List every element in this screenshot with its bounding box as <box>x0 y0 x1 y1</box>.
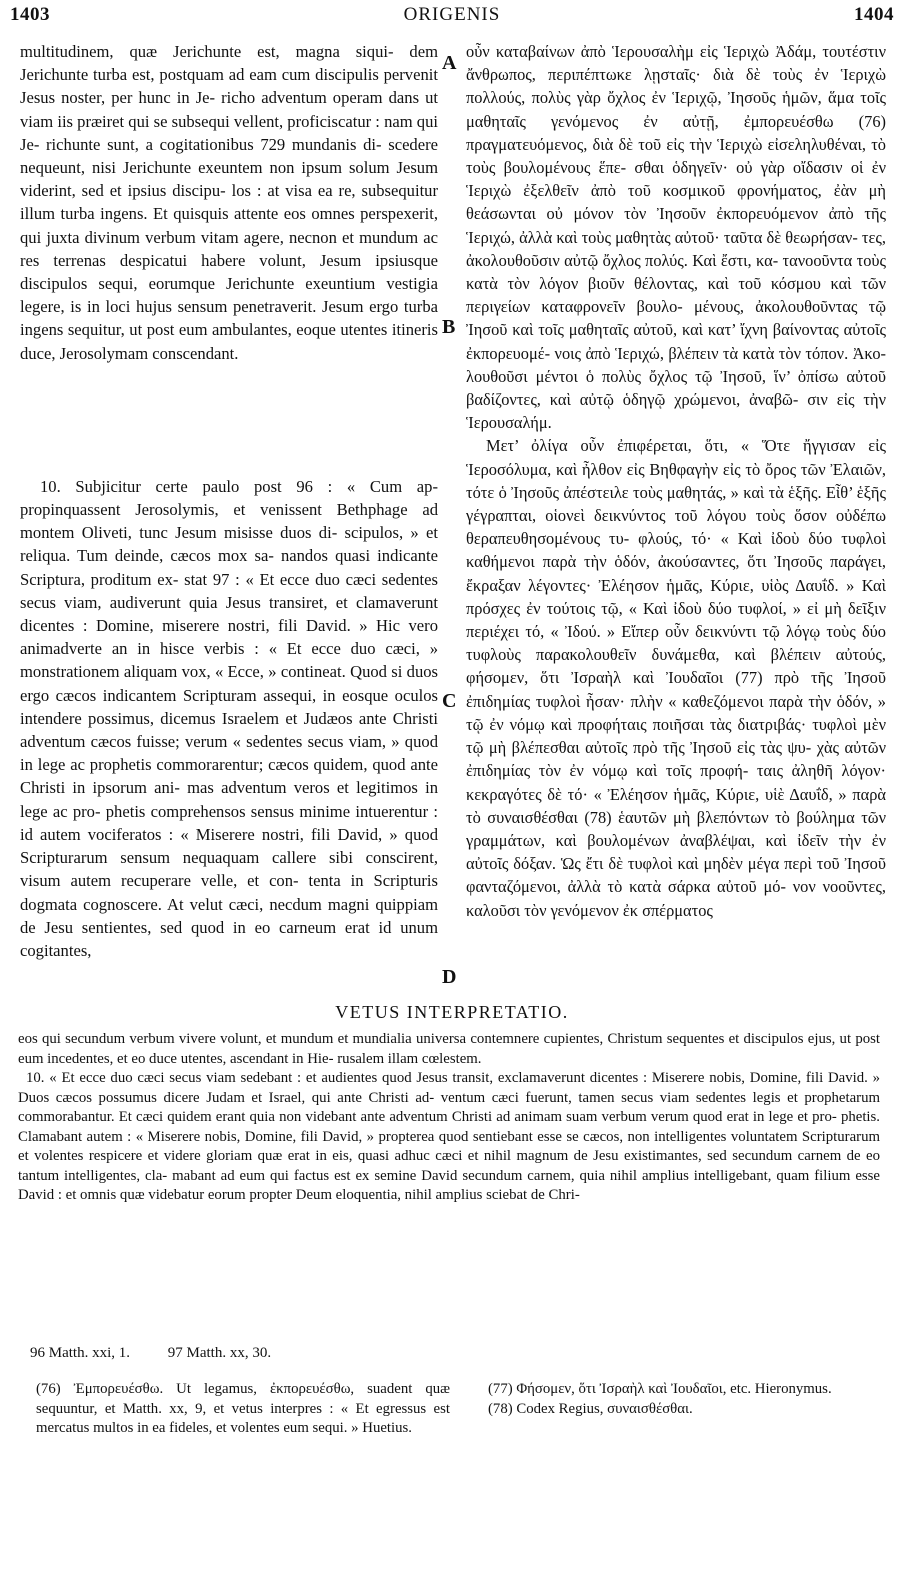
footnote-97: 97 Matth. xx, 30. <box>167 1345 272 1361</box>
scripture-footnotes <box>30 1345 305 1362</box>
greek-paragraph-1: οὖν καταβαίνων ἀπὸ Ἱερουσαλὴμ εἰς Ἱεριχὼ Ἀδάμ, τουτέστιν ἄνθρωπος, περιπέπτωκε λῃσταῖς· διὰ δὲ τοὺς ἐν Ἱεριχὼ πολλούς, πολὺς γὰρ ὄχλος ἐν Ἱεριχῷ, Ἰησοῦς ἡμῶν, ἅμα τοῖς μαθηταῖς γενόμενος ἐν αὐτῇ, ἐμπορευέσθω (76) πραγματευόμενος, διὰ δὲ τοῦ εἰς τὴν Ἱεριχὼ εἰσεληλυθέναι, τὸ τοὺς βουλομένους ἕπε- σθαι ὁδηγεῖν· οὐ γὰρ οἴδασιν οἱ ἐν Ἱεριχὼ ἐξελθεῖν ἀπὸ τοῦ κοσμικοῦ φρονήματος, ἐὰν μὴ θεάσωνται οὐ μόνον τὸν Ἰησοῦν ἐκπορευόμενον ἀπὸ τῆς Ἱεριχώ, ἀλλὰ καὶ τοὺς μαθητὰς αὐτοῦ· ταῦτα δὲ θεωρήσαν- τες, ἀκολουθοῦσιν αὐτῷ ὄχλος πολύς. Καὶ ἔστι, κα- τανοοῦντα τοὺς κατὰ τὸν λόγον βιοῦν θέλοντας, καὶ τοῦ κόσμου καὶ τῶν περιγείων καταφρονεῖν βουλο- μένους, ἀκολουθοῦντας τῷ Ἰησοῦ καὶ τοῖς μαθηταῖς αὐτοῦ, καὶ κατ’ ἴχνη βαίνοντας αὐτοῖς ἐκπορευομέ- νοις ἀπὸ Ἱεριχώ, βλέπειν τὰ κατὰ τὸν τόπον. Ἀκο- λουθοῦσι μέντοι ὁ πολὺς ὄχλος τῷ Ἰησοῦ, ἵν’ ὀπίσω αὐτοῦ βαδίζοντες, καὶ αὐτῷ ὁδηγῷ χρώμενοι, ἀναβῶ- σιν εἰς τὴν Ἱερουσαλήμ. <box>466 42 886 433</box>
latin-paragraph-2: 10. Subjicitur certe paulo post 96 : « Cum ap- propinquassent Jerosolymis, et venissent Bethphage ad montem Oliveti, tunc Jesum misisse duos di- scipulos, » et reliqua. Tum deinde, cæcos mox sa- nandos quasi indicante Scriptura, proditum ex- stat 97 : « Et ecce duo cæci sedentes secus viam, audiverunt quia Jesus transiret, et clamaverunt dicentes : Domine, miserere nostri, fili David. » Hic vero animadverte an in hisce verbis : « Et ecce duo cæci, » monstrationem aliquam vox, « Ecce, » contineat. Quod si duos ergo cæcos indicantem Scripturam assequi, in eosque oculos intendere possimus, dicemus Israelem et Judæos ante Christi adventum cæcos fuisse; verum « sedentes secus viam, » quod in lege ac prophetis commorarentur; cæcos quidem, quod ante Christi in ipsorum ani- mas adventum veros et legitimos in lege ac pro- phetis comprehensos sensus minime intuerentur : id autem vociferatos : « Miserere nostri, fili David, » quod Scripturarum sensum nequaquam callere sibi conscirent, visum autem recuperare velle, et con- tenta in Scripturis dogmata cognoscere. At velut cæci, necdum magni quippiam de Jesu sentientes, sed quod in eo carneum erat id unum cogitantes, <box>20 476 438 960</box>
running-title: ORIGENIS <box>403 4 501 25</box>
critical-notes-right <box>470 1380 884 1419</box>
vetus-paragraph-2: 10. « Et ecce duo cæci secus viam sedebant : et audientes quod Jesus transit, exclamaverunt dicentes : Miserere nobis, Domine, fili David. » Duos cæcos possumus dicere Judam et Israel, qui ante Christi ad- ventum cæci fuerunt, tamen secus viam sedentes legis et prophetarum commorabantur. Et cæci quidem erant quia non videbant ante adventum Christi ad animam suam verbum verum quod erat in lege et pro- phetis. Clamabant autem : « Miserere nobis, Domine, fili David, » propterea quod sentiebant esse se cæcos, non intelligentes voluntatem Scripturarum et volentes respicere et videre gloriam quæ erat in eis, quasi adhuc cæci et nihil magnum de Jesu existimantes, sed secundum carnem de eo tantum intelligentes, cla- mabant ad eum qui factus est ex semine David secundum carnem, quia nihil amplius intelligebant, quam filium esse David : et omnis quæ videbatur eorum propter Deum eloquentia, nihil amplius sciebat de Chri- <box>18 1070 880 1203</box>
left-page-number: 1403 <box>10 4 50 25</box>
latin-paragraph-1: multitudinem, quæ Jerichunte est, magna siqui- dem Jerichunte turba est, postquam ad eam cum discipulis pervenit Jesus noster, per hunc in Je- richo adventum operam dans ut viam iis præiret qui se subsequi vellent, proficiscatur : nam qui Je- richunte sunt, a cogitationibus 729 mundanis di- scedere nequeunt, nisi Jerichunte exeuntem non ipsum solum Jesum viderint, sed et ipsius discipu- los : at visa ea re, subsequitur illum turba ingens. Et quisquis attente eos omnes perspexerit, qui juxta divinum verbum vitam agere, necnon et mundum ac res terrenas despicatui habere volunt, Jesum ipsiusque discipulos sequi, eorumque Jerichunte exeuntium vestigia legere, is in loci hujus sensum penetraverit. Jesum ergo turba ingens sequitur, ut post eum ambulantes, eoque utentes itineris duce, Jerosolymam conscendant. <box>20 42 438 363</box>
footnote-96: 96 Matth. xxi, 1. <box>30 1345 130 1361</box>
note-76: (76) Ἐμπορευέσθω. Ut legamus, ἐκπορευέσθω, suadent quæ sequuntur, et Matth. xx, 9, et vetus interpres : « Et egressus est mercatus multos in ea fideles, et volentes eum sequi. » Huetius. <box>36 1381 450 1436</box>
greek-paragraph-2: Μετ’ ὀλίγα οὖν ἐπιφέρεται, ὅτι, « Ὅτε ἤγγισαν εἰς Ἱεροσόλυμα, καὶ ἦλθον εἰς Βηθφαγὴν εἰς τὸ ὄρος τῶν Ἐλαιῶν, τότε ὁ Ἰησοῦς ἀπέστειλε τοὺς μαθητάς, » καὶ τὰ ἑξῆς. Εἶθ’ ἑξῆς γέγραπται, οἱονεὶ δεικνύντος τοῦ λόγου τοὺς ὅσον οὐδέπω θεραπευθησομένους τυ- φλούς, τό· « Καὶ ἰδοὺ δύο τυφλοὶ καθήμενοι παρὰ τὴν ὁδόν, ἀκούσαντες, ὅτι Ἰησοῦς παράγει, ἔκραξαν λέγοντες· Ἐλέησον ἡμᾶς, Κύριε, υἱὸς Δαυΐδ. » Καὶ πρόσχες ἐν τούτοις τῷ, « Καὶ ἰδοὺ δύο τυφλοί, » εἰ μὴ δεῖξιν περιέχει τό, « Ἰδού. » Εἴπερ οὖν δεικνύντι τῷ λόγῳ τοὺς δύο τυφλοὺς παρακολουθεῖν δυνάμεθα, καὶ βλέπειν αὐτούς, φήσομεν, ὅτι Ἰσραὴλ καὶ Ἰουδαῖοι (77) πρὸ τῆς Ἰησοῦ ἐπιδημίας τυφλοὶ ἦσαν· πλὴν « καθεζόμενοι παρὰ τὴν ὁδόν, » τῷ ἐν νόμῳ καὶ προφήταις ποιῆσαι τὰς διατριβάς· τυφλοὶ μὲν τῷ μὴ βλέπεσθαι αὐτοῖς πρὸ τῆς Ἰησοῦ εἰς τὰς ψυ- χὰς αὐτῶν ἐπιδημίας τὸν ἐν νόμῳ καὶ τοῖς προφή- ταις ἀληθῆ λόγον· κεκραγότες δὲ τό· « Ἐλέησον ἡμᾶς, Κύριε, υἱὲ Δαυΐδ, » παρὰ τὸ συναισθέσθαι (78) ἑαυτῶν μὴ βλεπόντων τὸ βούλημα τῶν γραμμάτων, καὶ βουλομένων ἀναβλέψαι, καὶ ἰδεῖν τὴν ἐν αὐτοῖς δόξαν. Ὡς ἔτι δὲ τυφλοὶ καὶ μηδὲν μέγα περὶ τοῦ Ἰησοῦ φανταζόμενοι, ἀλλὰ τὸ κατὰ σάρκα αὐτοῦ μό- νον νοοῦντες, καλοῦσι τὸν γενόμενον ἐκ σπέρματος <box>466 436 886 920</box>
critical-notes-left <box>18 1380 450 1439</box>
vetus-paragraph-1: eos qui secundum verbum vivere volunt, et mundum et mundialia universa contemnere cupientes, Christum sequentes et discipulos ejus, ut post eum incedentes, et eo duce utentes, ascendant in Hie- rusalem illam cœlestem. <box>18 1031 880 1067</box>
margin-letter-b: B <box>442 316 456 338</box>
latin-column <box>20 40 438 962</box>
right-page-number: 1404 <box>854 4 894 25</box>
margin-letter-d: D <box>442 966 457 988</box>
margin-letter-a: A <box>442 52 457 74</box>
vetus-interpretatio-text <box>18 1030 880 1206</box>
greek-column <box>466 40 886 922</box>
vetus-interpretatio-heading: VETUS INTERPRETATIO. <box>335 1002 569 1022</box>
column-gap <box>20 365 438 475</box>
note-77: (77) Φήσομεν, ὅτι Ἰσραὴλ καὶ Ἰουδαῖοι, etc. Hieronymus. <box>488 1381 832 1397</box>
note-78: (78) Codex Regius, συναισθέσθαι. <box>488 1400 693 1417</box>
margin-letter-c: C <box>442 690 457 712</box>
running-header <box>10 4 894 32</box>
